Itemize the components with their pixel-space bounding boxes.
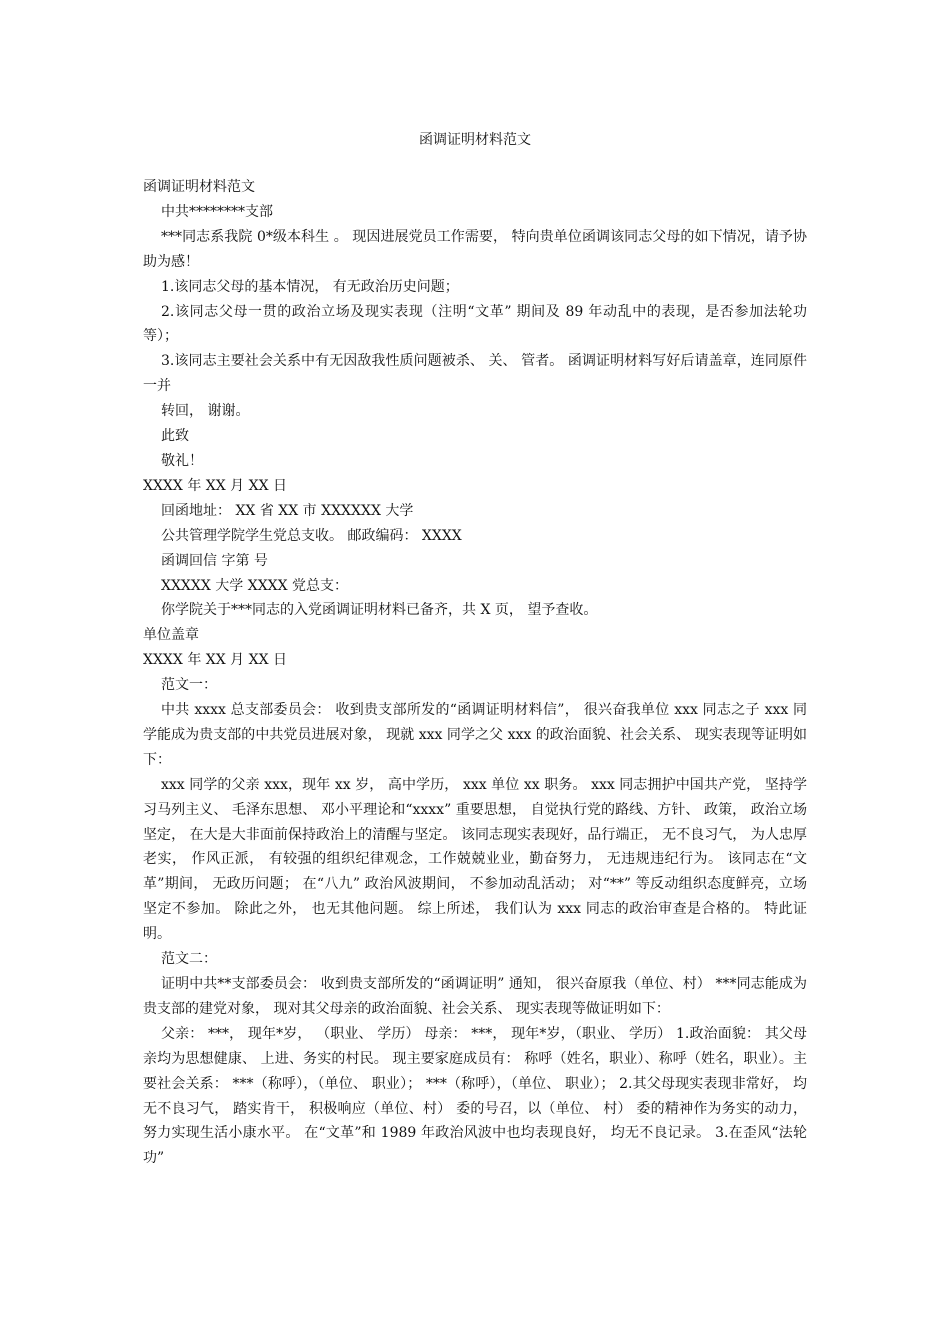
paragraph: 2.该同志父母一贯的政治立场及现实表现（注明“文革” 期间及 89 年动乱中的表现，是否参加法轮功等）； (143, 303, 807, 345)
paragraph: 范文一： (161, 677, 217, 694)
paragraph: 中共********支部 (161, 203, 273, 220)
paragraph: 证明中共**支部委员会： 收到贵支部所发的“函调证明” 通知， 很兴奋原我（单位、村） ***同志能成为贵支部的建党对象， 现对其父母亲的政治面貌、社会关系、 现实表现等做证明如下： (143, 976, 807, 1017)
paragraph: 你学院关于***同志的入党函调证明材料已备齐，共 X 页， 望予查收。 (161, 602, 598, 619)
paragraph: 函调证明材料范文 (143, 179, 255, 195)
paragraph: 1.该同志父母的基本情况， 有无政治历史问题； (161, 278, 459, 295)
paragraph: 公共管理学院学生党总支收。 邮政编码： XXXX (161, 527, 462, 544)
paragraph: ***同志系我院 0*级本科生 。 现因进展党员工作需要， 特向贵单位函调该同志父母的如下情况，请予协助为感！ (143, 228, 807, 270)
paragraph: xxx 同学的父亲 xxx，现年 xx 岁， 高中学历， xxx 单位 xx 职务。 xxx 同志拥护中国共产党， 坚持学习马列主义、 毛泽东思想、 邓小平理论和“xxxx” 重要思想， 自觉执行党的路线、方针、 政策， 政治立场坚定， 在大是大非面前保持政治上的清醒与坚定。 该同志现实表现好，品行端正， 无不良习气， 为人忠厚老实， 作风正派， 有较强的组织纪律观念，工作兢兢业业，勤奋努力， 无违规违纪行为。 该同志在“文革”期间， 无政历问题； 在“八九” 政治风波期间， 不参加动乱活动； 对“**” 等反动组织态度鲜亮，立场坚定不参加。 除此之外， 也无其他问题。 综上所述， 我们认为 xxx 同志的政治审查是合格的。 特此证明。 (143, 776, 807, 943)
paragraph: XXXX 年 XX 月 XX 日 (143, 652, 287, 669)
paragraph: 3.该同志主要社会关系中有无因敌我性质问题被杀、 关、 管者。 函调证明材料写好后请盖章，连同原件一并 (143, 353, 807, 395)
paragraph: 回函地址： XX 省 XX 市 XXXXXX 大学 (161, 502, 414, 519)
paragraph: XXXX 年 XX 月 XX 日 (143, 477, 287, 494)
document-body (143, 175, 807, 1171)
document-title: 函调证明材料范文 (419, 132, 531, 148)
paragraph: 中共 xxxx 总支部委员会： 收到贵支部所发的“函调证明材料信”， 很兴奋我单位 xxx 同志之子 xxx 同学能成为贵支部的中共党员进展对象， 现就 xxx 同学之父 xxx 的政治面貌、社会关系、 现实表现等证明如下： (143, 702, 807, 768)
paragraph: XXXXX 大学 XXXX 党总支： (161, 577, 349, 594)
paragraph: 函调回信 字第 号 (161, 552, 268, 569)
paragraph: 父亲： ***， 现年*岁， （职业、 学历） 母亲： ***， 现年*岁，（职业、 学历） 1.政治面貌： 其父母亲均为思想健康、 上进、务实的村民。 现主要家庭成员有： 称呼（姓名，职业）、称呼（姓名，职业）。主要社会关系： ***（称呼），（单位、 职业）； ***（称呼），（单位、 职业）； 2.其父母现实表现非常好， 均无不良习气， 踏实肯干， 积极响应（单位、村） 委的号召，以（单位、 村） 委的精神作为务实的动力， 努力实现生活小康水平。 在“文革”和 1989 年政治风波中也均表现良好， 均无不良记录。 3.在歪风“法轮功” (143, 1025, 807, 1167)
paragraph: 此致 (161, 428, 189, 445)
paragraph: 转回， 谢谢。 (161, 403, 250, 420)
paragraph: 敬礼！ (161, 452, 203, 469)
paragraph: 范文二： (161, 951, 217, 968)
paragraph: 单位盖章 (143, 627, 199, 644)
